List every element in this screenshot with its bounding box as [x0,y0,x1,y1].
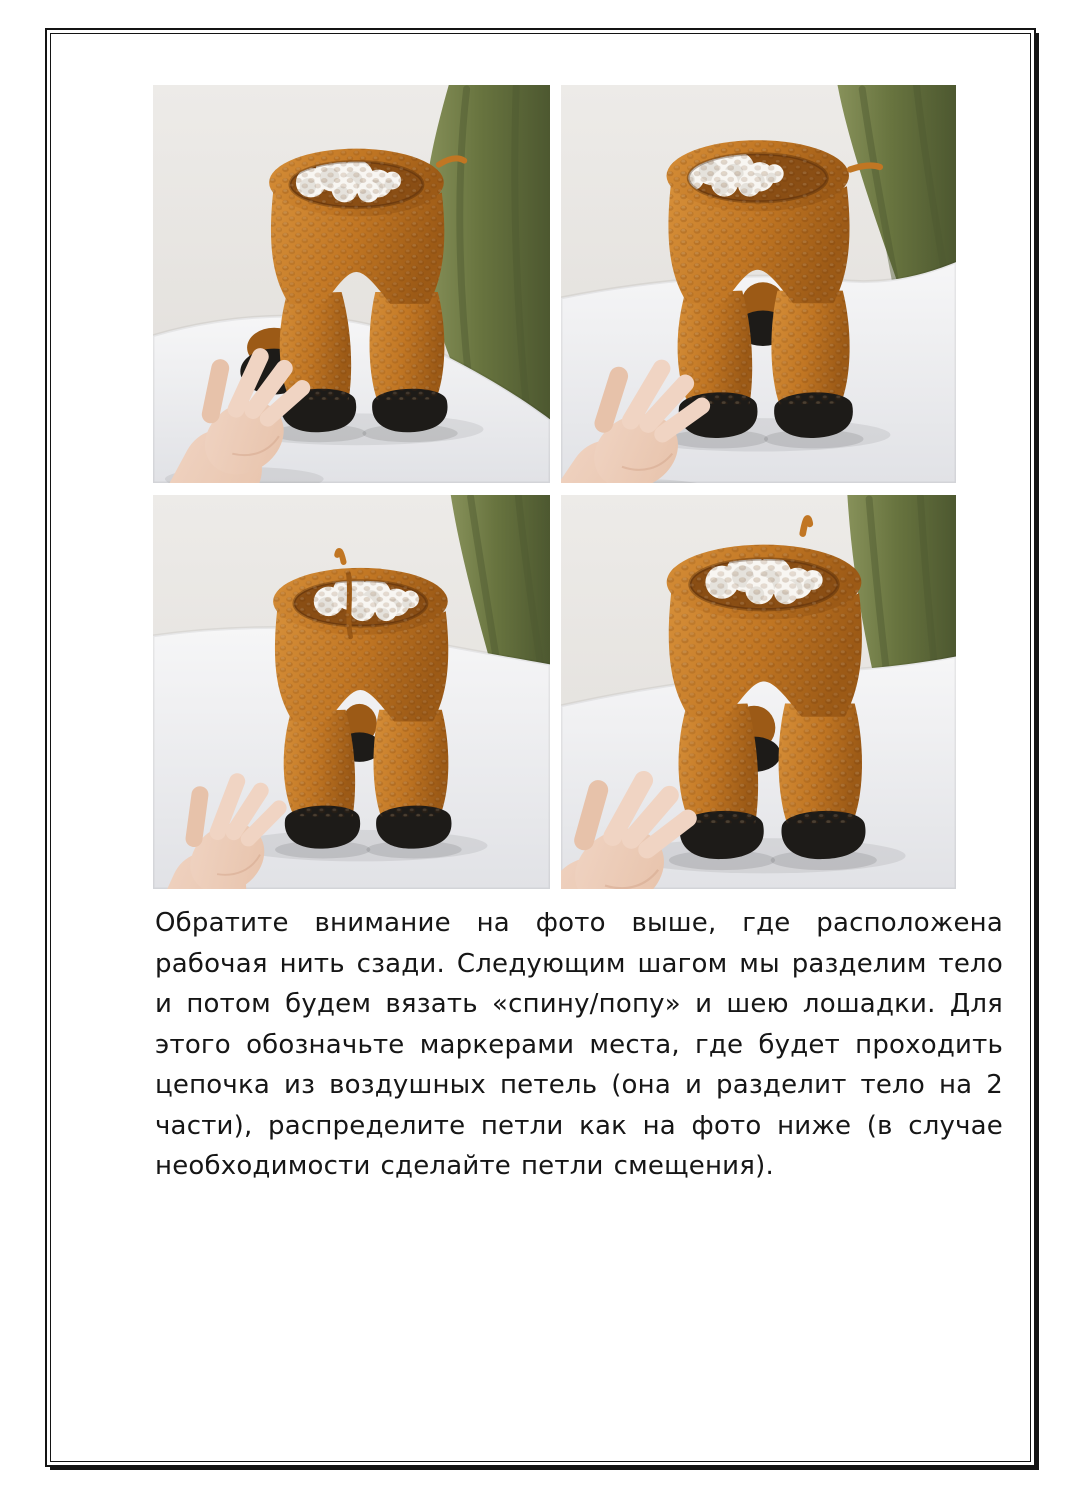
photo-horse-body-top-left [153,85,550,483]
photo-horse-body-bottom-left [153,495,550,889]
photo-horse-body-bottom-right [561,495,956,889]
page-frame-outer [45,28,1036,1467]
instructions-paragraph: Обратите внимание на фото выше, где расположена рабочая нить сзади. Следующим шагом мы разделим тело и потом будем вязать «спину/попу» и шею лошадки. Для этого обозначьте маркерами места, где будет проходить цепочка из воздушных петель (она и разделит тело на 2 части), распределите петли как на фото ниже (в случае необходимости сделайте петли смещения). [155,908,1003,1181]
photo-horse-body-top-right [561,85,956,483]
